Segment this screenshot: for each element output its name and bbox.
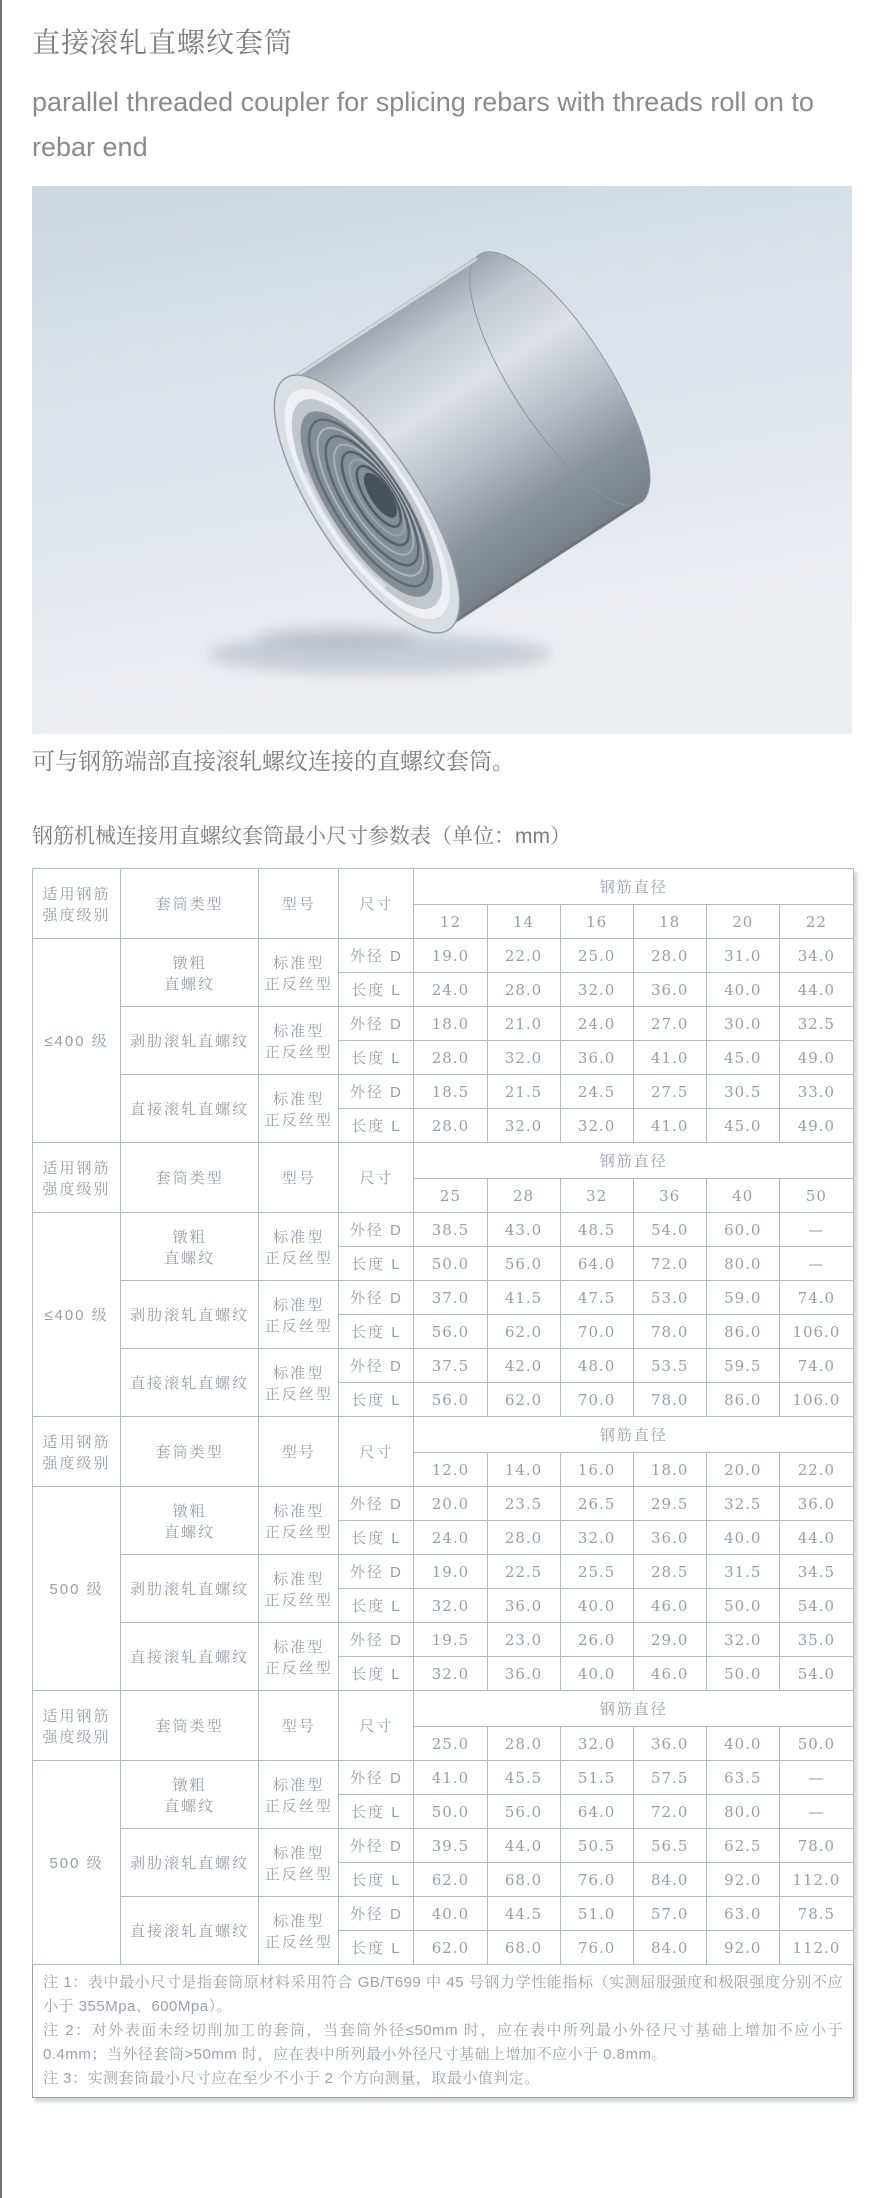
- dim-label: 外径 D: [339, 1007, 414, 1041]
- dim-value: 59.0: [706, 1281, 779, 1315]
- dim-value: 20.0: [414, 1487, 487, 1521]
- dim-value: 74.0: [779, 1349, 853, 1383]
- dim-label: 外径 D: [339, 1213, 414, 1247]
- dim-value: 62.0: [414, 1863, 487, 1897]
- dim-value: 46.0: [633, 1589, 706, 1623]
- dim-value: 23.5: [487, 1487, 560, 1521]
- dim-value: 86.0: [706, 1315, 779, 1349]
- header-model: 型号: [259, 1691, 339, 1761]
- dim-value: 41.0: [633, 1109, 706, 1143]
- page-subtitle: parallel threaded coupler for splicing rebars with threads roll on to rebar end: [32, 87, 814, 162]
- dim-value: 32.0: [560, 1109, 633, 1143]
- contact-shadow: [257, 627, 417, 649]
- header-size: 尺寸: [339, 1143, 414, 1213]
- dim-value: 112.0: [779, 1931, 853, 1965]
- dim-label: 外径 D: [339, 1761, 414, 1795]
- dim-value: 40.0: [706, 1521, 779, 1555]
- spec-table: [32, 868, 854, 1965]
- dim-label: 外径 D: [339, 939, 414, 973]
- coupler-type: 剥肋滚轧直螺纹: [121, 1829, 259, 1897]
- dim-value: 50.0: [414, 1795, 487, 1829]
- dim-value: 80.0: [706, 1247, 779, 1281]
- dim-label: 长度 L: [339, 1109, 414, 1143]
- header-diameter: 钢筋直径: [414, 1143, 854, 1179]
- diameter-header: 50.0: [779, 1727, 853, 1761]
- dim-value: 22.5: [487, 1555, 560, 1589]
- dim-value: 56.0: [414, 1383, 487, 1417]
- dim-value: 62.5: [706, 1829, 779, 1863]
- dim-value: 44.0: [779, 973, 853, 1007]
- dim-label: 长度 L: [339, 1795, 414, 1829]
- dim-value: 44.5: [487, 1897, 560, 1931]
- coupler-type: 镦粗 直螺纹: [121, 1487, 259, 1555]
- dim-value: 19.5: [414, 1623, 487, 1657]
- header-size: 尺寸: [339, 1691, 414, 1761]
- diameter-header: 22: [779, 905, 853, 939]
- dim-value: 33.0: [779, 1075, 853, 1109]
- dim-value: 39.5: [414, 1829, 487, 1863]
- dim-value: 92.0: [706, 1931, 779, 1965]
- diameter-header: 20: [706, 905, 779, 939]
- dim-value: 48.5: [560, 1213, 633, 1247]
- coupler-type: 剥肋滚轧直螺纹: [121, 1555, 259, 1623]
- diameter-header: 20.0: [706, 1453, 779, 1487]
- header-strength: 适用钢筋 强度级别: [33, 1143, 121, 1213]
- dim-value: 63.5: [706, 1761, 779, 1795]
- dim-value: 80.0: [706, 1795, 779, 1829]
- dim-value: 27.5: [633, 1075, 706, 1109]
- header-model: 型号: [259, 1417, 339, 1487]
- dim-value: 40.0: [560, 1657, 633, 1691]
- dim-value: 56.0: [414, 1315, 487, 1349]
- dim-value: 84.0: [633, 1863, 706, 1897]
- dim-value: 68.0: [487, 1931, 560, 1965]
- dim-value: 41.0: [633, 1041, 706, 1075]
- dim-value: 76.0: [560, 1931, 633, 1965]
- dim-value: 31.0: [706, 939, 779, 973]
- dim-value: 92.0: [706, 1863, 779, 1897]
- dim-value: 57.5: [633, 1761, 706, 1795]
- model-type: 标准型 正反丝型: [259, 1623, 339, 1691]
- dim-value: 76.0: [560, 1863, 633, 1897]
- dim-value: 28.0: [487, 973, 560, 1007]
- dim-value: 22.0: [487, 939, 560, 973]
- dim-value: 106.0: [779, 1315, 853, 1349]
- page: [2, 0, 880, 2098]
- dim-value: 21.5: [487, 1075, 560, 1109]
- table-notes: [32, 1965, 854, 2098]
- dim-value: 54.0: [633, 1213, 706, 1247]
- diameter-header: 14.0: [487, 1453, 560, 1487]
- dim-label: 长度 L: [339, 1247, 414, 1281]
- dim-value: 57.0: [633, 1897, 706, 1931]
- diameter-header: 14: [487, 905, 560, 939]
- dim-value: 32.0: [487, 1109, 560, 1143]
- header-strength: 适用钢筋 强度级别: [33, 869, 121, 939]
- strength-level: ≤400 级: [33, 939, 121, 1143]
- header-strength: 适用钢筋 强度级别: [33, 1417, 121, 1487]
- dim-value: 32.0: [560, 1521, 633, 1555]
- dim-value: 54.0: [779, 1657, 853, 1691]
- dim-label: 长度 L: [339, 973, 414, 1007]
- dim-value: 32.0: [414, 1657, 487, 1691]
- dim-value: —: [779, 1795, 853, 1829]
- dim-value: 56.0: [487, 1247, 560, 1281]
- dim-value: 78.5: [779, 1897, 853, 1931]
- dim-value: 59.5: [706, 1349, 779, 1383]
- diameter-header: 40: [706, 1179, 779, 1213]
- dim-label: 外径 D: [339, 1623, 414, 1657]
- dim-value: 30.0: [706, 1007, 779, 1041]
- dim-value: 34.0: [779, 939, 853, 973]
- diameter-header: 32: [560, 1179, 633, 1213]
- coupler-type: 镦粗 直螺纹: [121, 1213, 259, 1281]
- dim-value: 53.5: [633, 1349, 706, 1383]
- dim-value: 18.0: [414, 1007, 487, 1041]
- dim-label: 外径 D: [339, 1281, 414, 1315]
- dim-value: —: [779, 1761, 853, 1795]
- dim-value: 112.0: [779, 1863, 853, 1897]
- dim-label: 长度 L: [339, 1315, 414, 1349]
- dim-value: 26.0: [560, 1623, 633, 1657]
- dim-value: 68.0: [487, 1863, 560, 1897]
- dim-value: 32.0: [487, 1041, 560, 1075]
- dim-value: 50.0: [414, 1247, 487, 1281]
- dim-label: 长度 L: [339, 1521, 414, 1555]
- dim-value: 51.5: [560, 1761, 633, 1795]
- diameter-header: 40.0: [706, 1727, 779, 1761]
- coupler-type: 直接滚轧直螺纹: [121, 1623, 259, 1691]
- dim-value: 70.0: [560, 1315, 633, 1349]
- dim-value: 74.0: [779, 1281, 853, 1315]
- dim-value: 38.5: [414, 1213, 487, 1247]
- model-type: 标准型 正反丝型: [259, 1897, 339, 1965]
- dim-label: 外径 D: [339, 1349, 414, 1383]
- dim-value: 21.0: [487, 1007, 560, 1041]
- model-type: 标准型 正反丝型: [259, 1213, 339, 1281]
- dim-value: 45.0: [706, 1041, 779, 1075]
- header-diameter: 钢筋直径: [414, 1417, 854, 1453]
- note-2: 注 2：对外表面未经切削加工的套筒，当套筒外径≤50mm 时，应在表中所列最小外径尺寸基础上增加不应小于 0.4mm；当外径套筒>50mm 时，应在表中所列最小外径尺寸基础上增加不应小于 0.8mm。: [43, 2022, 843, 2063]
- header-diameter: 钢筋直径: [414, 1691, 854, 1727]
- model-type: 标准型 正反丝型: [259, 1281, 339, 1349]
- dim-value: 106.0: [779, 1383, 853, 1417]
- dim-value: 37.0: [414, 1281, 487, 1315]
- dim-value: 50.0: [706, 1657, 779, 1691]
- dim-value: 35.0: [779, 1623, 853, 1657]
- dim-value: 43.0: [487, 1213, 560, 1247]
- dim-value: 27.0: [633, 1007, 706, 1041]
- dim-value: 24.0: [560, 1007, 633, 1041]
- dim-value: 60.0: [706, 1213, 779, 1247]
- spec-table-body: [33, 869, 854, 1965]
- dim-value: 62.0: [414, 1931, 487, 1965]
- dim-value: 26.5: [560, 1487, 633, 1521]
- dim-value: 46.0: [633, 1657, 706, 1691]
- header-strength: 适用钢筋 强度级别: [33, 1691, 121, 1761]
- dim-value: 29.0: [633, 1623, 706, 1657]
- diameter-header: 12.0: [414, 1453, 487, 1487]
- dim-value: 41.0: [414, 1761, 487, 1795]
- coupler-type: 直接滚轧直螺纹: [121, 1075, 259, 1143]
- dim-value: 42.0: [487, 1349, 560, 1383]
- dim-label: 外径 D: [339, 1555, 414, 1589]
- dim-value: 48.0: [560, 1349, 633, 1383]
- product-photo: [32, 186, 852, 734]
- diameter-header: 12: [414, 905, 487, 939]
- coupler-type: 剥肋滚轧直螺纹: [121, 1281, 259, 1349]
- dim-value: 24.5: [560, 1075, 633, 1109]
- dim-value: 36.0: [779, 1487, 853, 1521]
- dim-label: 长度 L: [339, 1931, 414, 1965]
- dim-value: 24.0: [414, 973, 487, 1007]
- diameter-header: 22.0: [779, 1453, 853, 1487]
- dim-value: 51.0: [560, 1897, 633, 1931]
- header-diameter: 钢筋直径: [414, 869, 854, 905]
- dim-value: 36.0: [633, 973, 706, 1007]
- diameter-header: 36.0: [633, 1727, 706, 1761]
- model-type: 标准型 正反丝型: [259, 939, 339, 1007]
- dim-value: 62.0: [487, 1315, 560, 1349]
- dim-label: 长度 L: [339, 1589, 414, 1623]
- dim-value: 64.0: [560, 1795, 633, 1829]
- model-type: 标准型 正反丝型: [259, 1007, 339, 1075]
- model-type: 标准型 正反丝型: [259, 1487, 339, 1555]
- model-type: 标准型 正反丝型: [259, 1761, 339, 1829]
- dim-value: 50.5: [560, 1829, 633, 1863]
- spec-table-box: [32, 868, 854, 2098]
- dim-value: 45.0: [706, 1109, 779, 1143]
- dim-value: 28.0: [633, 939, 706, 973]
- table-title: 钢筋机械连接用直螺纹套筒最小尺寸参数表（单位：mm）: [32, 825, 571, 848]
- coupler-type: 剥肋滚轧直螺纹: [121, 1007, 259, 1075]
- dim-value: 56.0: [487, 1795, 560, 1829]
- coupler-illustration: [32, 186, 852, 734]
- dim-value: 32.0: [414, 1589, 487, 1623]
- dim-value: 54.0: [779, 1589, 853, 1623]
- diameter-header: 25: [414, 1179, 487, 1213]
- coupler-type: 直接滚轧直螺纹: [121, 1897, 259, 1965]
- dim-value: 29.5: [633, 1487, 706, 1521]
- dim-label: 长度 L: [339, 1383, 414, 1417]
- dim-value: 19.0: [414, 939, 487, 973]
- coupler-type: 直接滚轧直螺纹: [121, 1349, 259, 1417]
- dim-value: 86.0: [706, 1383, 779, 1417]
- dim-value: 40.0: [706, 973, 779, 1007]
- dim-value: 36.0: [487, 1657, 560, 1691]
- dim-value: 36.0: [560, 1041, 633, 1075]
- model-type: 标准型 正反丝型: [259, 1555, 339, 1623]
- diameter-header: 18: [633, 905, 706, 939]
- dim-value: 28.5: [633, 1555, 706, 1589]
- dim-value: 36.0: [633, 1521, 706, 1555]
- dim-value: 72.0: [633, 1795, 706, 1829]
- header-model: 型号: [259, 1143, 339, 1213]
- note-1: 注 1：表中最小尺寸是指套筒原材料采用符合 GB/T699 中 45 号钢力学性能指标（实测屈服强度和极限强度分别不应小于 355Mpa、600Mpa）。: [43, 1974, 843, 2015]
- dim-value: —: [779, 1213, 853, 1247]
- diameter-header: 28: [487, 1179, 560, 1213]
- dim-label: 外径 D: [339, 1075, 414, 1109]
- dim-value: 78.0: [633, 1315, 706, 1349]
- dim-value: 84.0: [633, 1931, 706, 1965]
- header-type: 套筒类型: [121, 1691, 259, 1761]
- dim-value: 28.0: [414, 1041, 487, 1075]
- diameter-header: 32.0: [560, 1727, 633, 1761]
- diameter-header: 18.0: [633, 1453, 706, 1487]
- dim-value: 49.0: [779, 1109, 853, 1143]
- header-type: 套筒类型: [121, 1417, 259, 1487]
- photo-caption: 可与钢筋端部直接滚轧螺纹连接的直螺纹套筒。: [32, 748, 515, 774]
- diameter-header: 28.0: [487, 1727, 560, 1761]
- dim-value: 72.0: [633, 1247, 706, 1281]
- dim-label: 长度 L: [339, 1657, 414, 1691]
- dim-value: 50.0: [706, 1589, 779, 1623]
- dim-value: —: [779, 1247, 853, 1281]
- dim-value: 25.0: [560, 939, 633, 973]
- dim-value: 53.0: [633, 1281, 706, 1315]
- strength-level: 500 级: [33, 1761, 121, 1965]
- header-type: 套筒类型: [121, 869, 259, 939]
- dim-label: 外径 D: [339, 1829, 414, 1863]
- header-type: 套筒类型: [121, 1143, 259, 1213]
- dim-value: 23.0: [487, 1623, 560, 1657]
- diameter-header: 25.0: [414, 1727, 487, 1761]
- dim-value: 25.5: [560, 1555, 633, 1589]
- dim-value: 24.0: [414, 1521, 487, 1555]
- dim-value: 49.0: [779, 1041, 853, 1075]
- model-type: 标准型 正反丝型: [259, 1349, 339, 1417]
- dim-value: 70.0: [560, 1383, 633, 1417]
- dim-value: 18.5: [414, 1075, 487, 1109]
- dim-value: 28.0: [487, 1521, 560, 1555]
- dim-value: 36.0: [487, 1589, 560, 1623]
- strength-level: ≤400 级: [33, 1213, 121, 1417]
- header-model: 型号: [259, 869, 339, 939]
- dim-label: 外径 D: [339, 1487, 414, 1521]
- dim-value: 64.0: [560, 1247, 633, 1281]
- strength-level: 500 级: [33, 1487, 121, 1691]
- model-type: 标准型 正反丝型: [259, 1829, 339, 1897]
- dim-value: 32.0: [706, 1623, 779, 1657]
- dim-label: 长度 L: [339, 1041, 414, 1075]
- dim-value: 32.0: [560, 973, 633, 1007]
- dim-value: 32.5: [779, 1007, 853, 1041]
- diameter-header: 50: [779, 1179, 853, 1213]
- dim-value: 28.0: [414, 1109, 487, 1143]
- page-title: 直接滚轧直螺纹套筒: [32, 27, 294, 58]
- dim-value: 44.0: [487, 1829, 560, 1863]
- dim-value: 62.0: [487, 1383, 560, 1417]
- dim-value: 19.0: [414, 1555, 487, 1589]
- dim-value: 78.0: [779, 1829, 853, 1863]
- dim-value: 30.5: [706, 1075, 779, 1109]
- dim-value: 40.0: [560, 1589, 633, 1623]
- dim-value: 40.0: [414, 1897, 487, 1931]
- header-size: 尺寸: [339, 869, 414, 939]
- dim-value: 44.0: [779, 1521, 853, 1555]
- coupler-type: 镦粗 直螺纹: [121, 1761, 259, 1829]
- dim-label: 长度 L: [339, 1863, 414, 1897]
- note-3: 注 3：实测套筒最小尺寸应在至少不小于 2 个方向测量，取最小值判定。: [43, 2070, 540, 2087]
- dim-value: 31.5: [706, 1555, 779, 1589]
- dim-value: 56.5: [633, 1829, 706, 1863]
- diameter-header: 16: [560, 905, 633, 939]
- dim-value: 63.0: [706, 1897, 779, 1931]
- coupler-type: 镦粗 直螺纹: [121, 939, 259, 1007]
- dim-value: 78.0: [633, 1383, 706, 1417]
- dim-value: 32.5: [706, 1487, 779, 1521]
- diameter-header: 16.0: [560, 1453, 633, 1487]
- dim-value: 45.5: [487, 1761, 560, 1795]
- dim-value: 47.5: [560, 1281, 633, 1315]
- dim-value: 37.5: [414, 1349, 487, 1383]
- dim-value: 34.5: [779, 1555, 853, 1589]
- model-type: 标准型 正反丝型: [259, 1075, 339, 1143]
- dim-value: 41.5: [487, 1281, 560, 1315]
- diameter-header: 36: [633, 1179, 706, 1213]
- header-size: 尺寸: [339, 1417, 414, 1487]
- dim-label: 外径 D: [339, 1897, 414, 1931]
